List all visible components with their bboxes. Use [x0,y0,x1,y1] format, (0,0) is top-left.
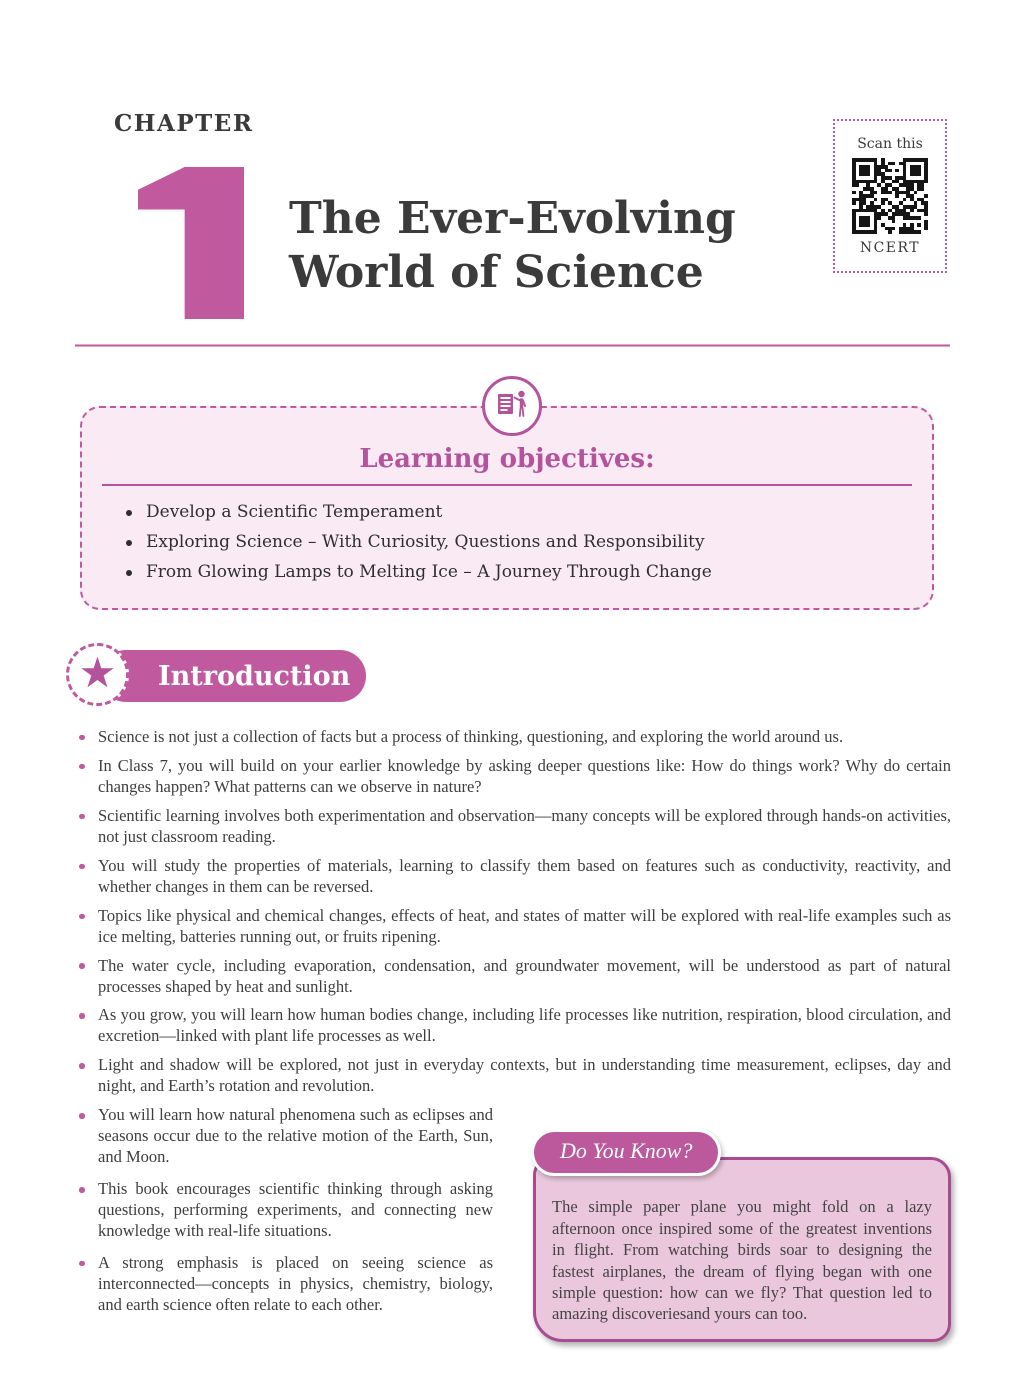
introduction-heading: Introduction [158,660,351,692]
intro-bullet: Light and shadow will be explored, not just in everyday contexts, but in understanding time measurement, eclipses, day and night, and Earth’s rotation and revolution. [75,1055,951,1097]
intro-bullet: The water cycle, including evaporation, condensation, and groundwater movement, will be understood as part of natural processes shaped by heat and sunlight. [75,956,951,998]
do-you-know-heading: Do You Know? [560,1138,693,1164]
left-column-list [75,1105,493,1316]
two-column-section [75,1105,951,1342]
intro-bullet: Topics like physical and chemical changes, effects of heat, and states of matter will be explored with real-life examples such as ice melting, batteries running out, or fruits ripening. [75,906,951,948]
intro-bullet: You will learn how natural phenomena such as eclipses and seasons occur due to the relative motion of the Earth, Sun, and Moon. [75,1105,493,1168]
page-title-line2: World of Science [289,246,704,298]
objective-item: Exploring Science – With Curiosity, Questions and Responsibility [126,532,904,552]
presenter-icon [493,385,531,428]
intro-bullet: This book encourages scientific thinking through asking questions, performing experiments, and connecting new knowledge with real-life situations. [75,1179,493,1242]
qr-code-icon [852,158,928,234]
introduction-list [75,727,951,1097]
intro-bullet: Scientific learning involves both experimentation and observation—many concepts will be explored through hands-on activities, not just classroom reading. [75,806,951,848]
page-title [289,192,736,299]
star-icon [79,652,117,694]
learning-objectives-list [100,502,914,602]
learning-objectives-badge [482,376,542,436]
chapter-number [138,167,244,319]
objective-item: Develop a Scientific Temperament [126,502,904,522]
do-you-know-text: The simple paper plane you might fold on a lazy afternoon once inspired some of the greatest inventions in flight. From watching birds soar to designing the fastest airplanes, the dream of flying began with one simple question: how can we fly? That question led to amazing discoveriesand yours can too. [552,1197,932,1324]
introduction-banner [100,650,366,702]
do-you-know-tab [531,1129,721,1176]
intro-bullet: In Class 7, you will build on your earlier knowledge by asking deeper questions like: How do things work? Why do certain changes happen? What patterns can we observe in nature? [75,756,951,798]
page-title-line1: The Ever-Evolving [289,193,736,244]
introduction-content [75,727,951,1342]
introduction-badge [66,643,129,706]
qr-panel [833,119,947,273]
chapter-label: CHAPTER [114,110,254,137]
header-divider-rule [75,344,950,347]
learning-objectives-divider [102,484,912,486]
objective-item: From Glowing Lamps to Melting Ice – A Journey Through Change [126,562,904,582]
learning-objectives-box [80,406,934,610]
intro-bullet: Science is not just a collection of facts but a process of thinking, questioning, and exploring the world around us. [75,727,951,748]
left-column [75,1105,493,1342]
learning-objectives-heading: Learning objectives: [359,444,655,474]
qr-source-label: NCERT [859,240,921,256]
intro-bullet: A strong emphasis is placed on seeing science as interconnected—concepts in physics, chemistry, biology, and earth science often relate to each other. [75,1253,493,1316]
intro-bullet: You will study the properties of materials, learning to classify them based on features such as conductivity, reactivity, and whether changes in them can be reversed. [75,856,951,898]
intro-bullet: As you grow, you will learn how human bodies change, including life processes like nutrition, respiration, blood circulation, and excretion—linked with plant life processes as well. [75,1005,951,1047]
qr-scan-label: Scan this [857,136,923,152]
do-you-know-box [533,1157,951,1342]
right-column [533,1137,951,1342]
